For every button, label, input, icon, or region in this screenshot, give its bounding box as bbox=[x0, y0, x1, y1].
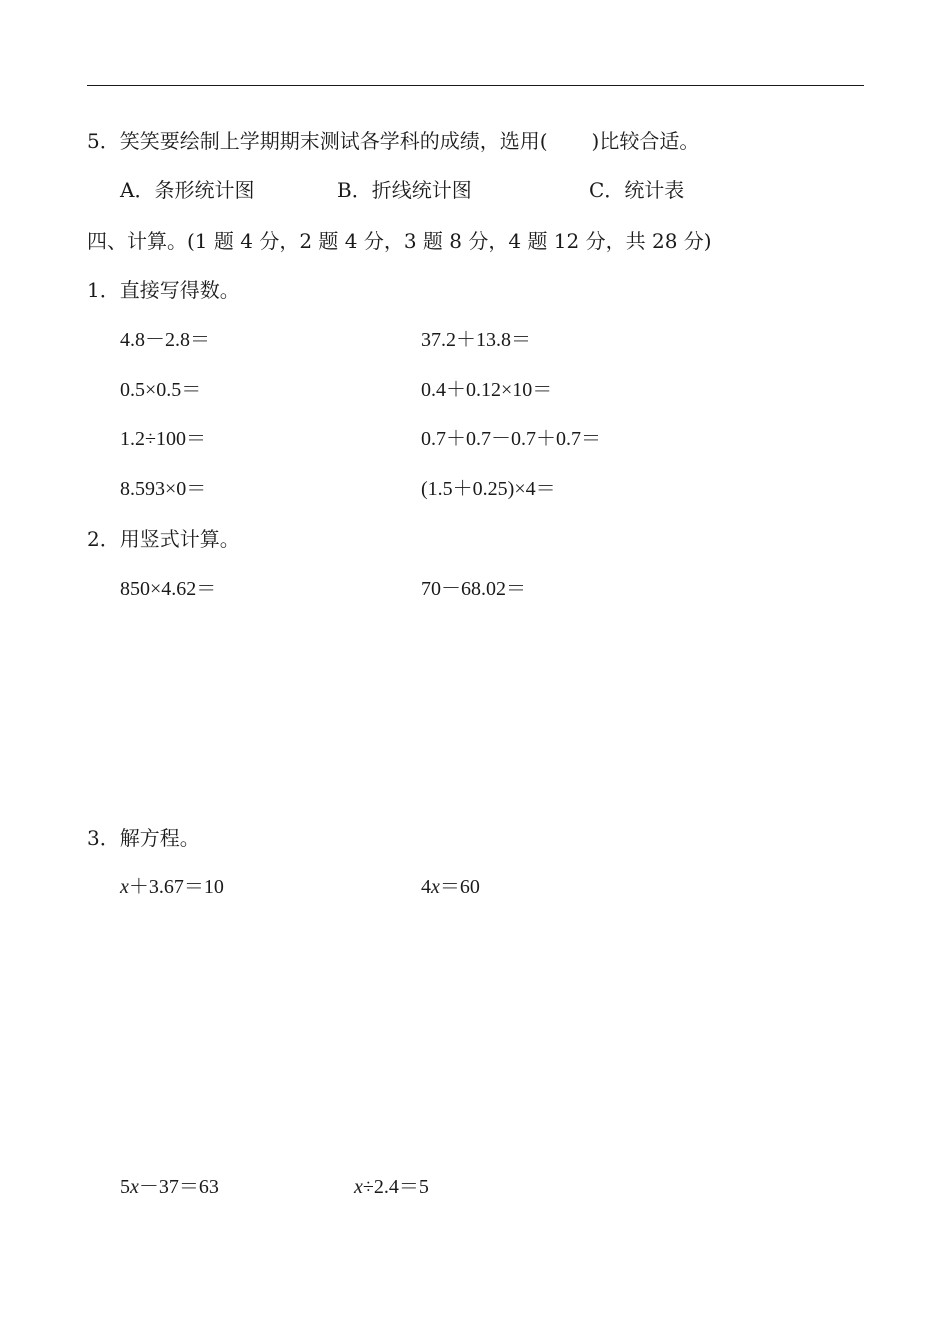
calc-item-6: 0.7＋0.7－0.7＋0.7＝ bbox=[421, 428, 601, 450]
question-5-text-after: )比较合适。 bbox=[591, 129, 700, 153]
calc-item-5: 1.2÷100＝ bbox=[120, 428, 206, 450]
equation-3-var: x bbox=[130, 1176, 139, 1198]
calc-item-3: 0.5×0.5＝ bbox=[120, 379, 202, 401]
option-b-text: 折线统计图 bbox=[371, 178, 472, 202]
vertical-calc-2: 70－68.02＝ bbox=[421, 578, 526, 600]
equation-3 bbox=[120, 1173, 219, 1201]
option-c-label: C． bbox=[589, 178, 625, 202]
option-b bbox=[337, 176, 472, 204]
equation-4 bbox=[354, 1173, 429, 1201]
part-3-text: 解方程。 bbox=[119, 826, 200, 850]
section-4-heading: 四、计算。(1 题 4 分，2 题 4 分，3 题 8 分，4 题 12 分，共 28 分) bbox=[87, 229, 712, 253]
equation-2 bbox=[421, 873, 480, 901]
vertical-calc-1: 850×4.62＝ bbox=[120, 578, 217, 600]
option-c bbox=[589, 176, 684, 204]
question-5-text-before: 笑笑要绘制上学期期末测试各学科的成绩，选用( bbox=[119, 129, 548, 153]
part-1-title bbox=[87, 276, 240, 304]
equation-2-rest: ＝60 bbox=[439, 876, 480, 898]
equation-2-coef: 4 bbox=[421, 876, 431, 898]
option-c-text: 统计表 bbox=[624, 178, 685, 202]
question-5-number: 5． bbox=[87, 129, 120, 153]
equation-4-var: x bbox=[354, 1176, 363, 1198]
option-b-label: B． bbox=[337, 178, 372, 202]
question-5 bbox=[87, 127, 699, 155]
part-3-number: 3． bbox=[87, 826, 120, 850]
equation-3-coef: 5 bbox=[120, 1176, 130, 1198]
equation-4-rest: ÷2.4＝5 bbox=[362, 1176, 429, 1198]
part-2-number: 2． bbox=[87, 527, 120, 551]
part-2-title bbox=[87, 525, 240, 553]
equation-3-rest: －37＝63 bbox=[138, 1176, 219, 1198]
equation-1-var: x bbox=[120, 876, 129, 898]
option-a-label: A． bbox=[120, 178, 155, 202]
calc-item-7: 8.593×0＝ bbox=[120, 478, 207, 500]
option-a bbox=[120, 176, 254, 204]
equation-1-rest: ＋3.67＝10 bbox=[128, 876, 224, 898]
calc-item-2: 37.2＋13.8＝ bbox=[421, 329, 531, 351]
calc-item-1: 4.8－2.8＝ bbox=[120, 329, 210, 351]
option-a-text: 条形统计图 bbox=[154, 178, 255, 202]
part-3-title bbox=[87, 824, 200, 852]
calc-item-4: 0.4＋0.12×10＝ bbox=[421, 379, 553, 401]
header-rule bbox=[87, 85, 864, 86]
part-1-number: 1． bbox=[87, 278, 120, 302]
part-1-text: 直接写得数。 bbox=[119, 278, 240, 302]
equation-2-var: x bbox=[431, 876, 440, 898]
equation-1 bbox=[120, 873, 224, 901]
part-2-text: 用竖式计算。 bbox=[119, 527, 240, 551]
calc-item-8: (1.5＋0.25)×4＝ bbox=[421, 478, 556, 500]
